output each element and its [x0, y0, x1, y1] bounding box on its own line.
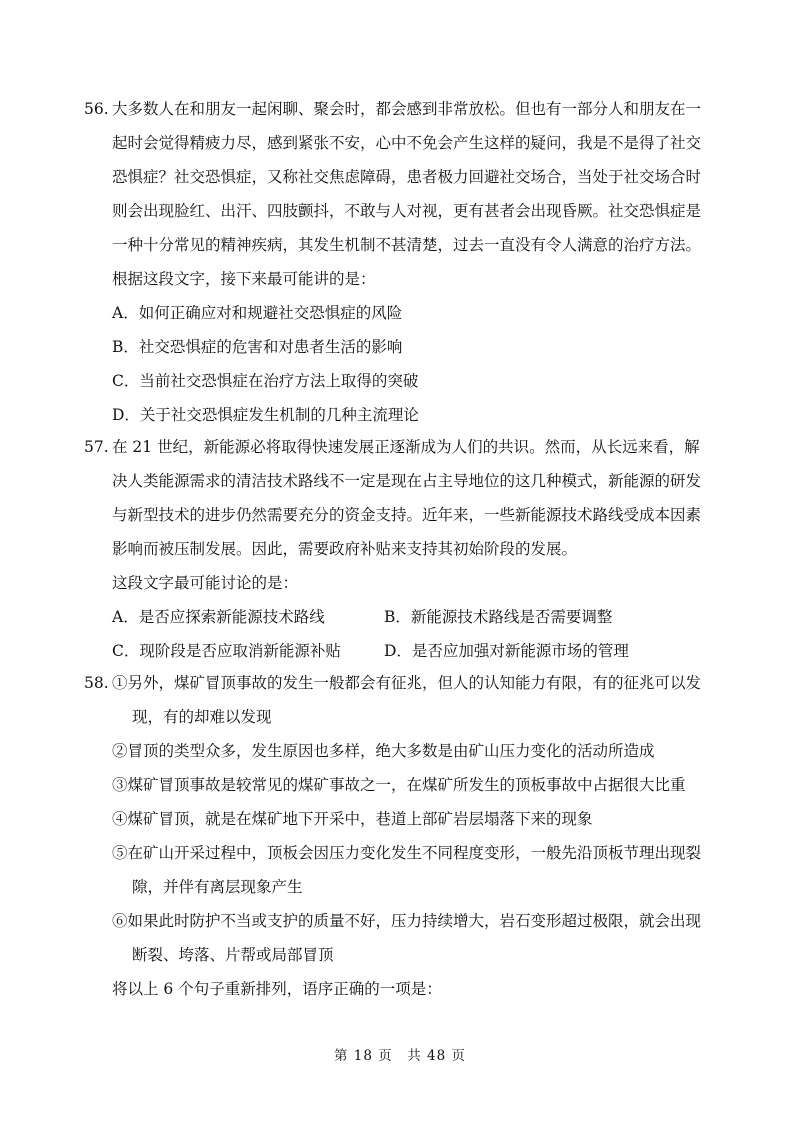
- question-prompt: 将以上 6 个句子重新排列，语序正确的一项是：: [112, 980, 442, 998]
- question-body: [112, 430, 734, 668]
- sentence-2: ②冒顶的类型众多，发生原因也多样，绝大多数是由矿山压力变化的活动所造成: [112, 742, 655, 760]
- option-a: A．如何正确应对和规避社交恐惧症的风险: [112, 304, 403, 322]
- page-footer: 第 18 页 共 48 页: [333, 1048, 467, 1064]
- stem-line: 决人类能源需求的清洁技术路线不一定是现在占主导地位的这几种模式，新能源的研发: [112, 472, 702, 490]
- option-c: C．现阶段是否应取消新能源补贴: [112, 642, 341, 660]
- stem-line: 大多数人在和朋友一起闲聊、聚会时，都会感到非常放松。但也有一部分人和朋友在一: [112, 100, 702, 118]
- question-56: [84, 92, 734, 432]
- stem-line: 影响而被压制发展。因此，需要政府补贴来支持其初始阶段的发展。: [112, 540, 578, 558]
- question-57: [84, 430, 734, 668]
- sentence-1: ①另外，煤矿冒顶事故的发生一般都会有征兆，但人的认知能力有限，有的征兆可以发: [112, 674, 702, 692]
- option-d: D．是否应加强对新能源市场的管理: [384, 642, 629, 660]
- question-58: [84, 666, 734, 1006]
- question-body: [112, 666, 734, 1006]
- sentence-6: ⑥如果此时防护不当或支护的质量不好，压力持续增大，岩石变形超过极限，就会出现: [112, 912, 702, 930]
- question-number: 58.: [84, 674, 109, 692]
- question-prompt: 这段文字最可能讨论的是：: [112, 574, 299, 592]
- options-row: [112, 634, 734, 668]
- stem-line: 恐惧症？社交恐惧症，又称社交焦虑障碍，患者极力回避社交场合，当处于社交场合时: [112, 168, 702, 186]
- option-d: D．关于社交恐惧症发生机制的几种主流理论: [112, 406, 419, 424]
- option-b: B．新能源技术路线是否需要调整: [384, 608, 613, 626]
- question-body: [112, 92, 734, 432]
- option-b: B．社交恐惧症的危害和对患者生活的影响: [112, 338, 403, 356]
- stem-line: 在 21 世纪，新能源必将取得快速发展正逐渐成为人们的共识。然而，从长远来看，解: [112, 438, 700, 456]
- stem-line: 起时会觉得精疲力尽，感到紧张不安，心中不免会产生这样的疑问，我是不是得了社交: [112, 134, 702, 152]
- question-number: 56.: [84, 100, 109, 118]
- question-number: 57.: [84, 438, 109, 456]
- sentence-6-continued: 断裂、垮落、片帮或局部冒顶: [132, 946, 334, 964]
- sentence-5: ⑤在矿山开采过程中，顶板会因压力变化发生不同程度变形，一般先沿顶板节理出现裂: [112, 844, 702, 862]
- question-prompt: 根据这段文字，接下来最可能讲的是：: [112, 270, 376, 288]
- stem-line: 与新型技术的进步仍然需要充分的资金支持。近年来，一些新能源技术路线受成本因素: [112, 506, 702, 524]
- sentence-5-continued: 隙，并伴有离层现象产生: [132, 878, 303, 896]
- options-row: [112, 600, 734, 634]
- sentence-1-continued: 现，有的却难以发现: [132, 708, 272, 726]
- sentence-3: ③煤矿冒顶事故是较常见的煤矿事故之一，在煤矿所发生的顶板事故中占据很大比重: [112, 776, 686, 794]
- option-a: A．是否应探索新能源技术路线: [112, 608, 325, 626]
- stem-line: 则会出现脸红、出汗、四肢颤抖，不敢与人对视，更有甚者会出现昏厥。社交恐惧症是: [112, 202, 702, 220]
- stem-line: 一种十分常见的精神疾病，其发生机制不甚清楚，过去一直没有令人满意的治疗方法。: [112, 236, 702, 254]
- sentence-4: ④煤矿冒顶，就是在煤矿地下开采中，巷道上部矿岩层塌落下来的现象: [112, 810, 593, 828]
- option-c: C．当前社交恐惧症在治疗方法上取得的突破: [112, 372, 419, 390]
